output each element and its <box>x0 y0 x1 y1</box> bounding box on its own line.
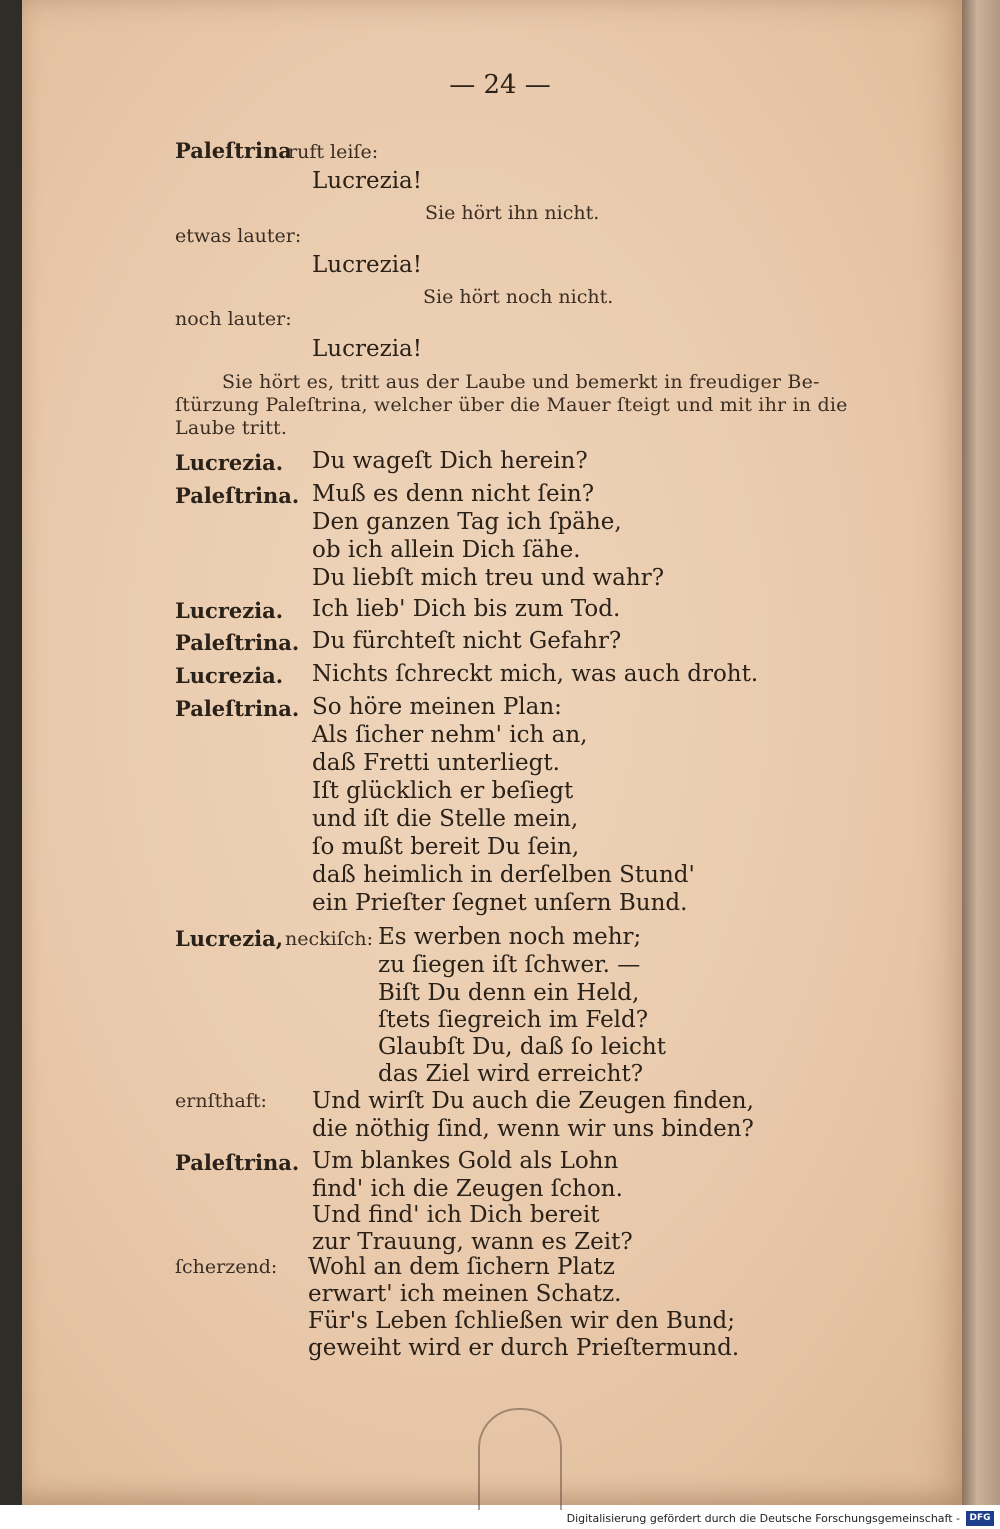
stage-direction: ſtürzung Paleſtrina, welcher über die Mauer ſteigt und mit ihr in die <box>175 394 848 416</box>
verse-line: geweiht wird er durch Prieſtermund. <box>308 1335 740 1361</box>
verse-line: die nöthig ſind, wenn wir uns binden? <box>312 1116 754 1142</box>
speaker-label: Lucrezia. <box>175 663 284 688</box>
speaker-label: Paleſtrina <box>175 138 292 163</box>
speaker-label: Lucrezia. <box>175 598 284 623</box>
stage-direction: ernſthaft: <box>175 1090 267 1112</box>
footer-credit: Digitalisierung gefördert durch die Deutsche Forschungsgemeinschaft - <box>566 1512 960 1525</box>
speaker-label: Paleſtrina. <box>175 483 300 508</box>
verse-line: Biſt Du denn ein Held, <box>378 980 640 1006</box>
stage-direction: Sie hört es, tritt aus der Laube und bemerkt in freudiger Be- <box>222 371 820 393</box>
book-edge <box>962 0 1000 1505</box>
verse-line: Es werben noch mehr; <box>378 924 642 950</box>
stage-direction: noch lauter: <box>175 308 292 330</box>
verse-line: ob ich allein Dich ſähe. <box>312 537 581 563</box>
verse-line: das Ziel wird erreicht? <box>378 1061 644 1087</box>
verse-line: und iſt die Stelle mein, <box>312 806 579 832</box>
page-clip-mark <box>478 1408 562 1510</box>
stage-direction: etwas lauter: <box>175 225 302 247</box>
verse-line: Lucrezia! <box>312 168 423 194</box>
verse-line: erwart' ich meinen Schatz. <box>308 1281 622 1307</box>
stage-direction: Laube tritt. <box>175 417 288 439</box>
footer-bar <box>0 1508 1000 1529</box>
verse-line: Den ganzen Tag ich ſpähe, <box>312 509 622 535</box>
speaker-label: Paleſtrina. <box>175 1150 300 1175</box>
verse-line: Und wirſt Du auch die Zeugen finden, <box>312 1088 754 1114</box>
stage-direction: ruft leiſe: <box>288 141 379 163</box>
verse-line: Für's Leben ſchließen wir den Bund; <box>308 1308 735 1334</box>
verse-line: Lucrezia! <box>312 336 423 362</box>
verse-line: Lucrezia! <box>312 252 423 278</box>
verse-line: Als ſicher nehm' ich an, <box>312 722 588 748</box>
verse-line: daß Fretti unterliegt. <box>312 750 560 776</box>
verse-line: Ich lieb' Dich bis zum Tod. <box>312 596 621 622</box>
verse-line: Muß es denn nicht ſein? <box>312 481 595 507</box>
verse-line: zur Trauung, wann es Zeit? <box>312 1229 633 1255</box>
verse-line: Und find' ich Dich bereit <box>312 1202 600 1228</box>
page-number: — 24 — <box>449 70 551 100</box>
speaker-label: Lucrezia. <box>175 450 284 475</box>
verse-line: Um blankes Gold als Lohn <box>312 1148 619 1174</box>
verse-line: Iſt glücklich er beſiegt <box>312 778 574 804</box>
verse-line: Du liebſt mich treu und wahr? <box>312 565 665 591</box>
speaker-label: Lucrezia, <box>175 926 284 951</box>
verse-line: ein Prieſter ſegnet unſern Bund. <box>312 890 688 916</box>
dfg-logo: DFG <box>966 1511 994 1526</box>
stage-direction: Sie hört noch nicht. <box>423 286 614 308</box>
stage-direction: neckiſch: <box>285 928 374 950</box>
verse-line: Nichts ſchreckt mich, was auch droht. <box>312 661 759 687</box>
verse-line: So höre meinen Plan: <box>312 694 562 720</box>
verse-line: zu ſiegen iſt ſchwer. — <box>378 952 641 978</box>
verse-line: daß heimlich in derſelben Stund' <box>312 862 695 888</box>
speaker-label: Paleſtrina. <box>175 696 300 721</box>
speaker-label: Paleſtrina. <box>175 630 300 655</box>
verse-line: Du wageſt Dich herein? <box>312 448 588 474</box>
verse-line: Wohl an dem ſichern Platz <box>308 1254 615 1280</box>
verse-line: find' ich die Zeugen ſchon. <box>312 1176 623 1202</box>
verse-line: Glaubſt Du, daß ſo leicht <box>378 1034 666 1060</box>
verse-line: ſtets ſiegreich im Feld? <box>378 1007 649 1033</box>
verse-line: ſo mußt bereit Du ſein, <box>312 834 580 860</box>
stage-direction: Sie hört ihn nicht. <box>425 202 600 224</box>
stage-direction: ſcherzend: <box>175 1256 278 1278</box>
verse-line: Du fürchteſt nicht Gefahr? <box>312 628 622 654</box>
